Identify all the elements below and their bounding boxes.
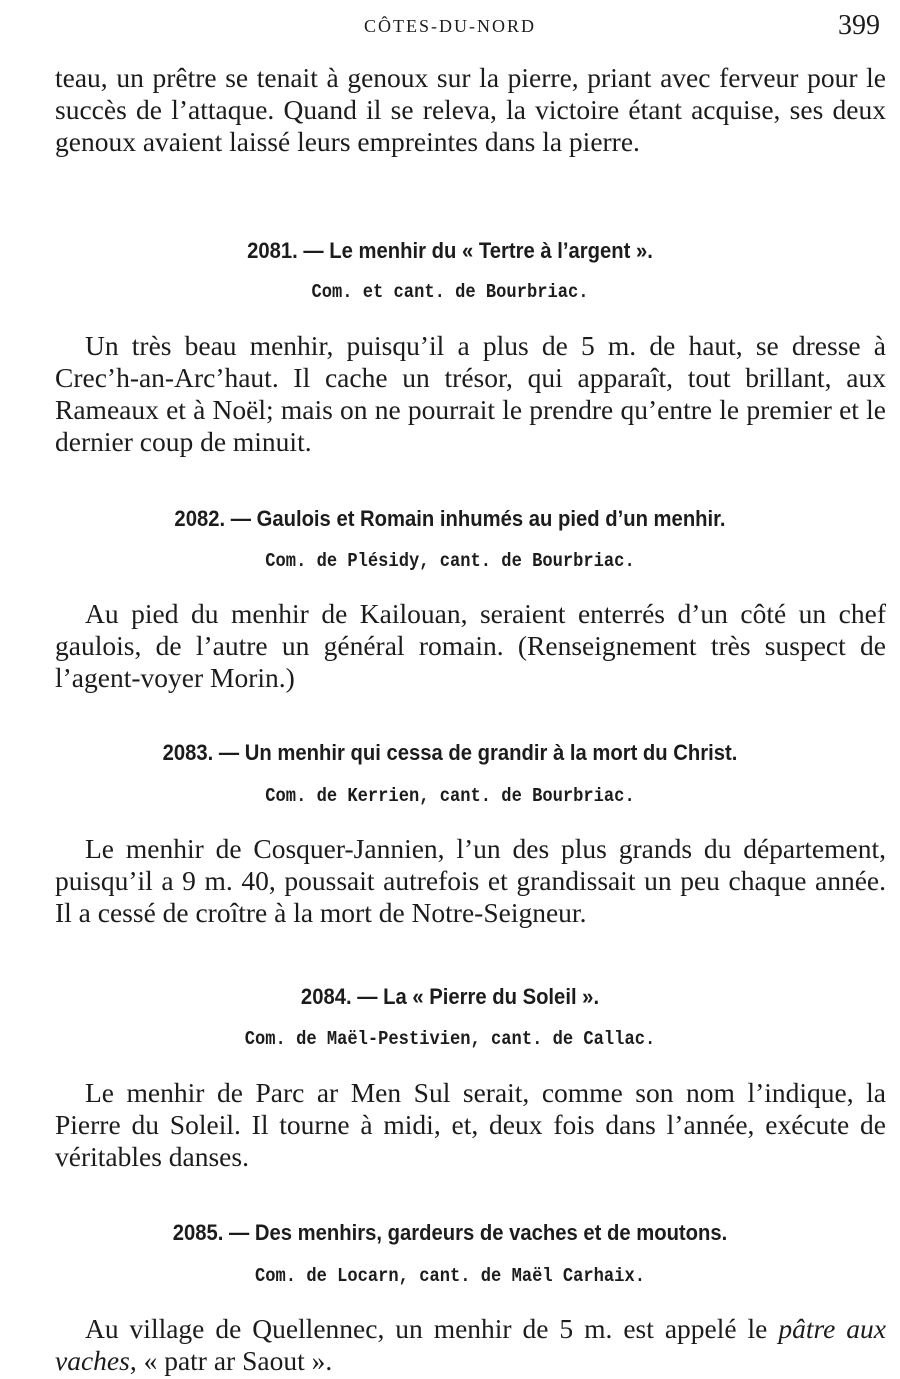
entry-location-2085: Com. de Locarn, cant. de Maël Carhaix. bbox=[255, 1265, 645, 1287]
entry-location-2082: Com. de Plésidy, cant. de Bourbriac. bbox=[265, 550, 635, 572]
entry-title: — Un menhir qui cessa de grandir à la mort du Christ. bbox=[218, 740, 738, 765]
entry-heading-2081 bbox=[36, 236, 864, 266]
entry-title: — Des menhirs, gardeurs de vaches et de moutons. bbox=[228, 1220, 728, 1245]
entry-heading-2083 bbox=[36, 738, 864, 768]
entry-number: 2082. bbox=[174, 506, 226, 531]
entry-number: 2081. bbox=[247, 238, 298, 263]
entry-title: — La « Pierre du Soleil ». bbox=[357, 984, 600, 1009]
paragraph-end: , « patr ar Saout ». bbox=[129, 1345, 333, 1376]
paragraph-start: Au village de Quellennec, un menhir de 5 m. est appelé le bbox=[85, 1313, 768, 1344]
entry-heading-2084 bbox=[36, 982, 864, 1012]
entry-paragraph-2084: Le menhir de Parc ar Men Sul serait, comme son nom l’indique, la Pierre du Soleil. Il tourne à midi, et, deux fois dans l’année, exécute de véritables danses. bbox=[55, 1077, 886, 1172]
entry-paragraph-2083: Le menhir de Cosquer-Jannien, l’un des plus grands du département, puisqu’il a 9 m. 40, poussait autrefois et grandissait un peu chaque année. Il a cessé de croître à la mort de Notre-Seigneur. bbox=[55, 833, 886, 928]
entry-heading-2085 bbox=[36, 1218, 864, 1248]
entry-number: 2084. bbox=[300, 984, 352, 1009]
entry-paragraph-2085 bbox=[55, 1313, 886, 1377]
entry-title: — Le menhir du « Tertre à l’argent ». bbox=[303, 238, 653, 263]
entry-heading-2082 bbox=[36, 504, 864, 534]
opening-paragraph: teau, un prêtre se tenait à genoux sur la pierre, priant avec ferveur pour le succès de l’attaque. Quand il se releva, la victoire étant acquise, ses deux genoux avaient laissé leurs empreintes dans la pierre. bbox=[55, 62, 886, 157]
entry-location-2083: Com. de Kerrien, cant. de Bourbriac. bbox=[265, 785, 635, 807]
entry-location-2081: Com. et cant. de Bourbriac. bbox=[311, 281, 589, 303]
entry-paragraph-2082: Au pied du menhir de Kailouan, seraient enterrés d’un côté un chef gaulois, de l’autre un général romain. (Renseignement très suspect de l’agent-voyer Morin.) bbox=[55, 598, 886, 693]
entry-location-2084: Com. de Maël-Pestivien, cant. de Callac. bbox=[244, 1028, 656, 1050]
paragraph-italic: pâtre aux vaches bbox=[55, 1313, 887, 1376]
entry-number: 2085. bbox=[172, 1220, 224, 1245]
entry-title: — Gaulois et Romain inhumés au pied d’un menhir. bbox=[230, 506, 726, 531]
entry-paragraph-2081: Un très beau menhir, puisqu’il a plus de 5 m. de haut, se dresse à Crec’h-an-Arc’haut. Il cache un trésor, qui apparaît, tout brillant, aux Rameaux et à Noël; mais on ne pourrait le prendre qu’entre le premier et le dernier coup de minuit. bbox=[55, 330, 886, 457]
running-head bbox=[0, 10, 900, 44]
entry-number: 2083. bbox=[162, 740, 214, 765]
running-title: CÔTES-DU-NORD bbox=[364, 16, 536, 36]
page-number: 399 bbox=[838, 10, 880, 41]
